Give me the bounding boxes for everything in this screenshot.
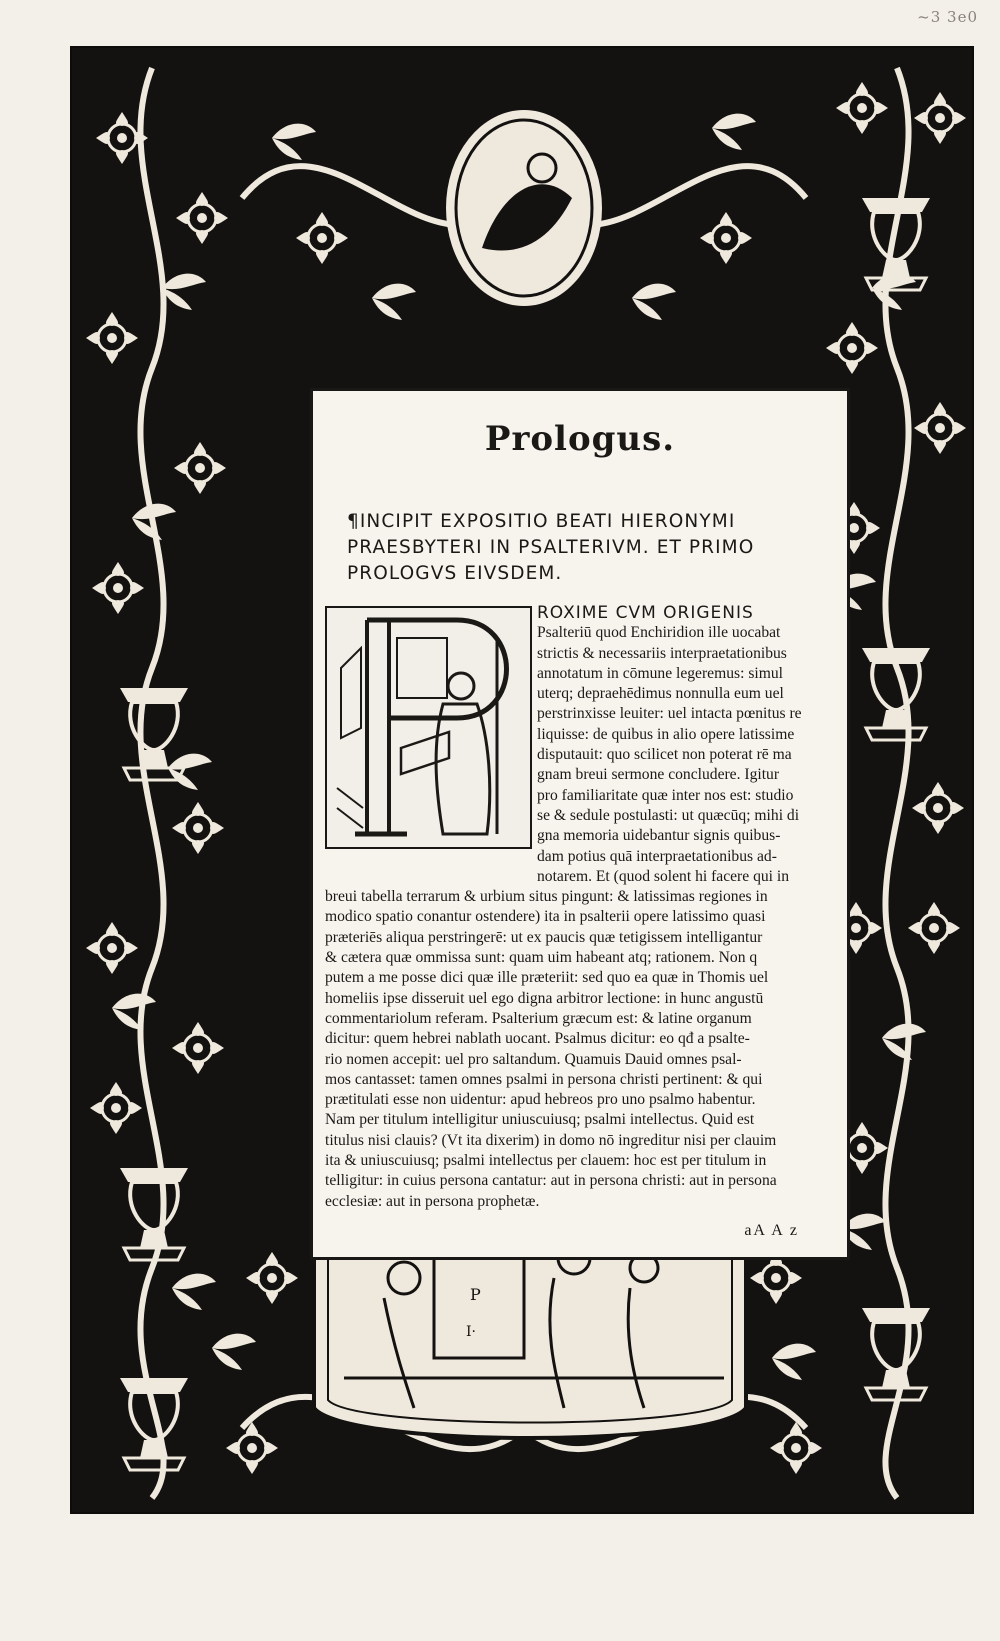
body-line: dam potius quā interpraetationibus ad- [537,847,777,865]
body-line: homeliis ipse disseruit uel ego digna arbitror lectione: in hunc angustū [325,989,764,1007]
body-line: ita & uniuscuiusq; psalmi intellectus per clauem: hoc est per titulum in [325,1152,767,1170]
body-line: se & sedule postulasti: ut quæcūq; mihi di [537,806,800,824]
body-line: perstrinxisse leuiter: uel intacta pœnitus re [537,705,802,723]
body-line: titulus nisi clauis? (Vt ita dixerim) in domo nō ingreditur nisi per clauim [325,1131,777,1149]
body-line: gnam breui sermone concludere. Igitur [537,766,780,784]
body-line: notarem. Et (quod solent hi facere qui in [537,867,790,885]
incipit-heading [347,509,817,587]
incipit-line: PROLOGVS EIVSDEM. [347,563,563,584]
text-panel [310,388,850,1260]
body-line: pro familiaritate quæ inter nos est: studio [537,786,794,804]
prologue-body-text [325,603,819,1212]
body-line: Psalteriū quod Enchiridion ille uocabat [537,624,781,642]
body-line: uterq; depraehēdimus nonnulla eum uel [537,685,784,703]
body-line: gna memoria uidebantur signis quibus- [537,827,781,845]
body-line: ecclesiæ: aut in persona prophetæ. [325,1192,540,1210]
body-line: & cætera quæ ommissa sunt: quam uim habeant atq; rationem. Non q [325,949,758,967]
incipit-line: ¶INCIPIT EXPOSITIO BEATI HIERONYMI [347,511,736,532]
body-line: mos cantasset: tamen omnes psalmi in persona christi pertinent: & qui [325,1070,763,1088]
body-line: annotatum in cōmune legeremus: simul [537,664,783,682]
body-line: strictis & necessariis interpraetationibus [537,644,787,662]
body-line: rio nomen accepit: uel pro saltandum. Quamuis Dauid omnes psal- [325,1050,742,1068]
body-line: disputauit: quo scilicet non poterat rē ma [537,746,792,764]
signature-mark: aA A z [744,1222,799,1239]
body-line: modico spatio conantur ostendere) ita in psalterii opere latissimo quasi [325,908,766,926]
body-line: Nam per titulum intelligitur uniuscuiusq; psalmi intellectus. Quid est [325,1111,755,1129]
body-line: commentariolum referam. Psalterium græcum est: & latine organum [325,1009,752,1027]
body-line: ROXIME CVM ORIGENIS [537,603,754,623]
cartouche-letters-right: I· [466,1324,476,1340]
cartouche-letters-center: P [470,1285,481,1304]
page-title: Prologus. [484,419,676,459]
body-line: telligitur: in cuius persona cantatur: aut in persona christi: aut in persona [325,1172,777,1190]
incipit-line: PRAESBYTERI IN PSALTERIVM. ET PRIMO [347,537,755,558]
body-line: putem a me posse dici quæ ille præteriit: sed quo ea quæ in Thomis uel [325,969,769,987]
folio-mark: ~3 3e0 [917,8,978,26]
ornamental-woodcut-border [70,46,974,1514]
body-line: dicitur: quem hebrei nablath uocant. Psalmus dicitur: eo qđ a psalte- [325,1030,750,1048]
body-line: prætitulati esse non uidentur: apud hebreos pro uno psalmo habentur. [325,1091,756,1109]
body-line: liquisse: de quibus in alio opere latissime [537,725,795,743]
body-line: breui tabella terrarum & urbium situs pingunt: & latissimas regiones in [325,888,768,906]
body-line: præteriēs aliqua perstringerē: ut ex paucis quæ tetigissem intelligantur [325,928,763,946]
